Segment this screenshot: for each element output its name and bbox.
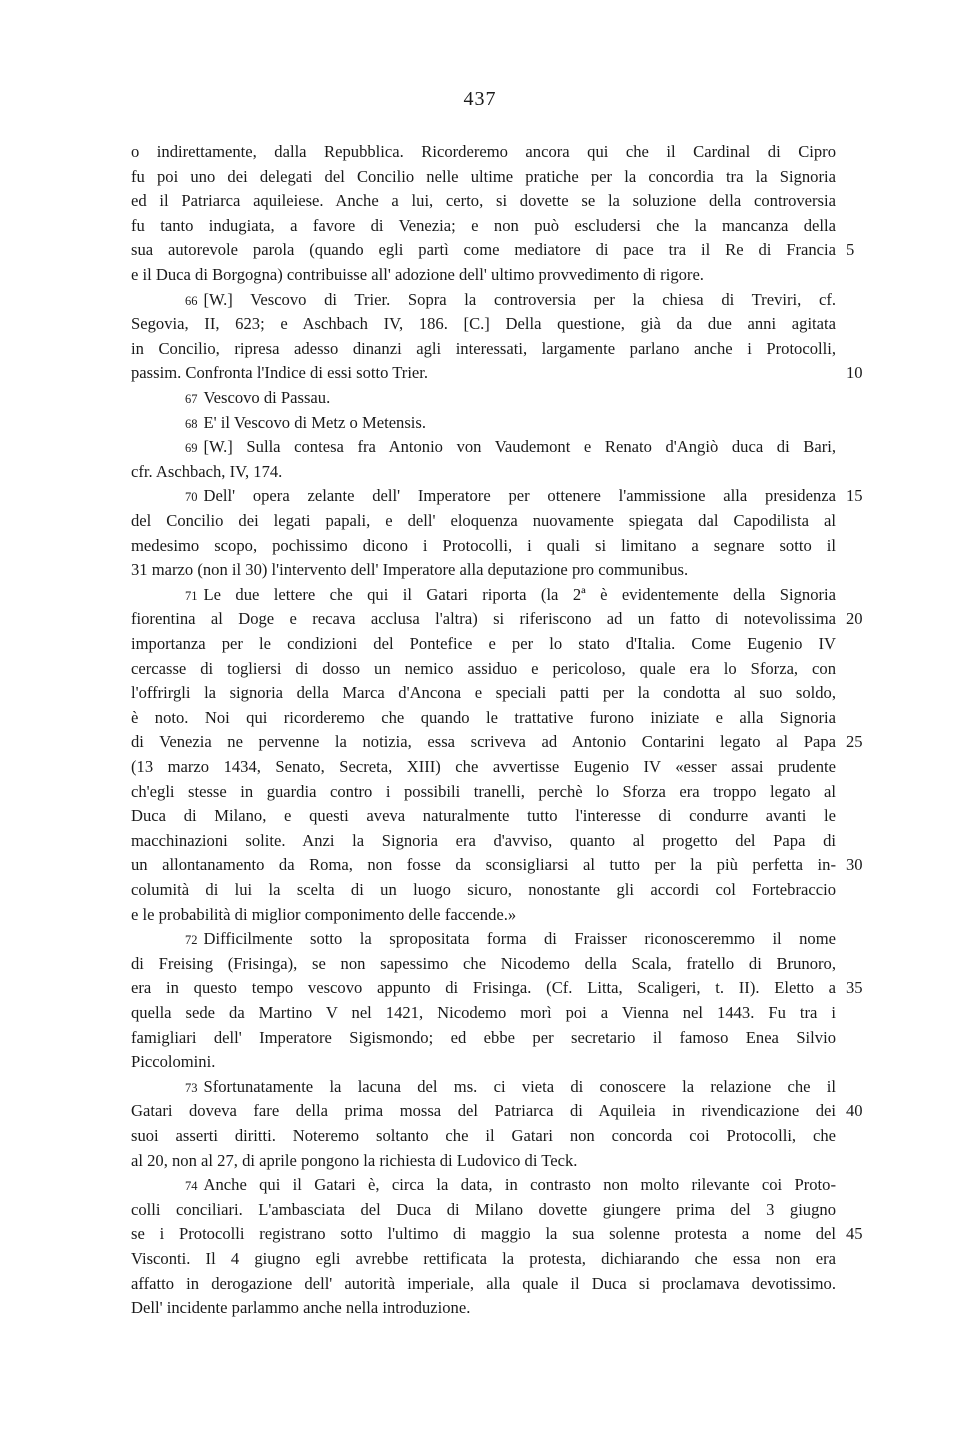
line-number-marker: 20 xyxy=(846,609,863,628)
text-line xyxy=(131,757,836,777)
line-text: Dell' incidente parlammo anche nella introduzione. xyxy=(131,1298,471,1317)
line-text: macchinazioni solite. Anzi la Signoria era d'avviso, quanto al progetto del Papa di xyxy=(131,831,836,850)
text-line xyxy=(131,978,836,998)
text-line xyxy=(131,1052,836,1072)
text-line xyxy=(131,216,836,236)
note-line-start xyxy=(185,388,836,408)
note-line-start xyxy=(185,413,836,433)
page-number: 437 xyxy=(463,88,497,110)
line-text: famigliari dell' Imperatore Sigismondo; ed ebbe per secretario il famoso Enea Silvio xyxy=(131,1028,836,1047)
text-line xyxy=(131,363,836,383)
text-line xyxy=(131,1298,836,1318)
text-line xyxy=(131,339,836,359)
line-text: (13 marzo 1434, Senato, Secreta, XIII) che avvertisse Eugenio IV «esser assai prudente xyxy=(131,757,836,776)
text-line xyxy=(131,732,836,752)
line-text: [W.] Sulla contesa fra Antonio von Vaudemont e Renato d'Angiò duca di Bari, xyxy=(203,437,836,456)
text-line xyxy=(131,609,836,629)
note-number: 70 xyxy=(185,490,198,504)
line-number-marker: 15 xyxy=(846,486,863,505)
text-line xyxy=(131,560,836,580)
note-number: 73 xyxy=(185,1081,198,1095)
text-line xyxy=(131,1249,836,1269)
line-text: importanza per le condizioni del Pontefice e per lo stato d'Italia. Come Eugenio IV xyxy=(131,634,836,653)
text-line xyxy=(131,683,836,703)
text-line xyxy=(131,708,836,728)
line-text: di Freising (Frisinga), se non sapessimo che Nicodemo della Scala, fratello di Brunoro, xyxy=(131,954,836,973)
note-line-start xyxy=(185,1175,836,1195)
text-line xyxy=(131,1101,836,1121)
text-line xyxy=(131,659,836,679)
line-text: Visconti. Il 4 giugno egli avrebbe rettificata la protesta, dichiarando che essa non era xyxy=(131,1249,836,1268)
line-text: medesimo scopo, pochissimo dicono i Protocolli, i quali si limitano a segnare sotto il xyxy=(131,536,836,555)
line-text: passim. Confronta l'Indice di essi sotto Trier. xyxy=(131,363,429,382)
text-line xyxy=(131,314,836,334)
line-text: [W.] Vescovo di Trier. Sopra la controversia per la chiesa di Treviri, cf. xyxy=(203,290,836,309)
line-text: è noto. Noi qui ricorderemo che quando le trattative furono iniziate e alla Signoria xyxy=(131,708,836,727)
note-line-start xyxy=(185,585,836,605)
text-line xyxy=(131,831,836,851)
line-number-marker: 30 xyxy=(846,855,863,874)
line-text: o indirettamente, dalla Repubblica. Ricorderemo ancora qui che il Cardinal di Cipro xyxy=(131,142,836,161)
line-text: cfr. Aschbach, IV, 174. xyxy=(131,462,283,481)
line-text: fu poi uno dei delegati del Concilio nelle ultime pratiche per la concordia tra la Signoria xyxy=(131,167,836,186)
line-text: Le due lettere che qui il Gatari riporta (la 2ª è evidentemente della Signoria xyxy=(203,585,836,604)
line-text: Vescovo di Passau. xyxy=(203,388,331,407)
text-line xyxy=(131,1126,836,1146)
text-line xyxy=(131,954,836,974)
line-text: e le probabilità di miglior componimento delle faccende.» xyxy=(131,905,517,924)
line-text: columità di lui la scelta di un luogo sicuro, nonostante gli accordi col Fortebraccio xyxy=(131,880,836,899)
line-text: l'offrirgli la signoria della Marca d'Ancona e speciali patti per la condotta al suo soldo, xyxy=(131,683,836,702)
line-text: ed il Patriarca aquileiese. Anche a lui, certo, si dovette se la soluzione della controversia xyxy=(131,191,836,210)
text-line xyxy=(131,855,836,875)
note-number: 68 xyxy=(185,417,198,431)
line-text: in Concilio, ripresa adesso dinanzi agli interessati, largamente parlano anche i Protocolli, xyxy=(131,339,836,358)
note-line-start xyxy=(185,437,836,457)
line-text: sua autorevole parola (quando egli partì come mediatore di pace tra il Re di Francia xyxy=(131,240,836,259)
line-number-marker: 10 xyxy=(846,363,863,382)
text-line xyxy=(131,905,836,925)
text-line xyxy=(131,167,836,187)
note-number: 72 xyxy=(185,933,198,947)
line-text: ch'egli stesse in guardia contro i possibili tranelli, perchè lo Sforza era troppo legato al xyxy=(131,782,836,801)
text-line xyxy=(131,1274,836,1294)
line-text: era in questo tempo vescovo appunto di Frisinga. (Cf. Litta, Scaligeri, t. II). Eletto a xyxy=(131,978,836,997)
line-text: suoi asserti diritti. Noteremo soltanto che il Gatari non concorda coi Protocolli, che xyxy=(131,1126,836,1145)
line-number-marker: 25 xyxy=(846,732,863,751)
line-text: fiorentina al Doge e recava acclusa l'altra) si riferiscono ad un fatto di notevolissima xyxy=(131,609,836,628)
line-number-marker: 5 xyxy=(846,240,855,259)
note-number: 67 xyxy=(185,392,198,406)
note-line-start xyxy=(185,929,836,949)
line-text: Gatari doveva fare della prima mossa del Patriarca di Aquileia in rivendicazione dei xyxy=(131,1101,836,1120)
line-text: e il Duca di Borgogna) contribuisse all' adozione dell' ultimo provvedimento di rigore. xyxy=(131,265,704,284)
text-line xyxy=(131,782,836,802)
text-line xyxy=(131,806,836,826)
text-line xyxy=(131,265,836,285)
text-line xyxy=(131,462,836,482)
text-line xyxy=(131,1224,836,1244)
text-line xyxy=(131,1028,836,1048)
line-text: Dell' opera zelante dell' Imperatore per ottenere l'ammissione alla presidenza xyxy=(203,486,836,505)
text-line xyxy=(131,191,836,211)
note-number: 69 xyxy=(185,441,198,455)
line-number-marker: 40 xyxy=(846,1101,863,1120)
note-number: 71 xyxy=(185,589,198,603)
line-text: colli conciliari. L'ambasciata del Duca di Milano dovette giungere prima del 3 giugno xyxy=(131,1200,836,1219)
line-text: Segovia, II, 623; e Aschbach IV, 186. [C.] Della questione, già da due anni agitata xyxy=(131,314,836,333)
line-text: Sfortunatamente la lacuna del ms. ci vieta di conoscere la relazione che il xyxy=(203,1077,836,1096)
text-line xyxy=(131,142,836,162)
note-line-start xyxy=(185,486,836,506)
line-text: 31 marzo (non il 30) l'intervento dell' Imperatore alla deputazione pro communibus. xyxy=(131,560,689,579)
text-line xyxy=(131,1200,836,1220)
line-number-marker: 35 xyxy=(846,978,863,997)
note-number: 66 xyxy=(185,294,198,308)
note-number: 74 xyxy=(185,1179,198,1193)
text-line xyxy=(131,880,836,900)
line-text: E' il Vescovo di Metz o Metensis. xyxy=(203,413,427,432)
line-text: del Concilio dei legati papali, e dell' eloquenza nuovamente spiegata dal Capodilista al xyxy=(131,511,836,530)
line-text: un allontanamento da Roma, non fosse da sconsigliarsi al tutto per la più perfetta in- xyxy=(131,855,836,874)
text-line xyxy=(131,634,836,654)
line-text: quella sede da Martino V nel 1421, Nicodemo morì poi a Vienna nel 1443. Fu tra i xyxy=(131,1003,836,1022)
note-line-start xyxy=(185,1077,836,1097)
text-line xyxy=(131,511,836,531)
text-line xyxy=(131,536,836,556)
line-text: affatto in derogazione dell' autorità imperiale, alla quale il Duca si proclamava devotissimo. xyxy=(131,1274,836,1293)
text-line xyxy=(131,1003,836,1023)
line-number-marker: 45 xyxy=(846,1224,863,1243)
line-text: Anche qui il Gatari è, circa la data, in contrasto non molto rilevante coi Proto- xyxy=(203,1175,836,1194)
line-text: Piccolomini. xyxy=(131,1052,216,1071)
line-text: Duca di Milano, e questi aveva naturalmente tutto l'interesse di condurre avanti le xyxy=(131,806,836,825)
text-line xyxy=(131,1151,836,1171)
line-text: Difficilmente sotto la spropositata forma di Fraisser riconosceremmo il nome xyxy=(203,929,836,948)
line-text: cercasse di togliersi di dosso un nemico assiduo e pericoloso, quale era lo Sforza, con xyxy=(131,659,836,678)
line-text: fu tanto indugiata, a favore di Venezia; e non può escludersi che la mancanza della xyxy=(131,216,836,235)
line-text: al 20, non al 27, di aprile pongono la richiesta di Ludovico di Teck. xyxy=(131,1151,578,1170)
note-line-start xyxy=(185,290,836,310)
text-line xyxy=(131,240,836,260)
line-text: se i Protocolli registrano sotto l'ultimo di maggio la sua solenne protesta a nome del xyxy=(131,1224,836,1243)
line-text: di Venezia ne pervenne la notizia, essa scriveva ad Antonio Contarini legato al Papa xyxy=(131,732,836,751)
